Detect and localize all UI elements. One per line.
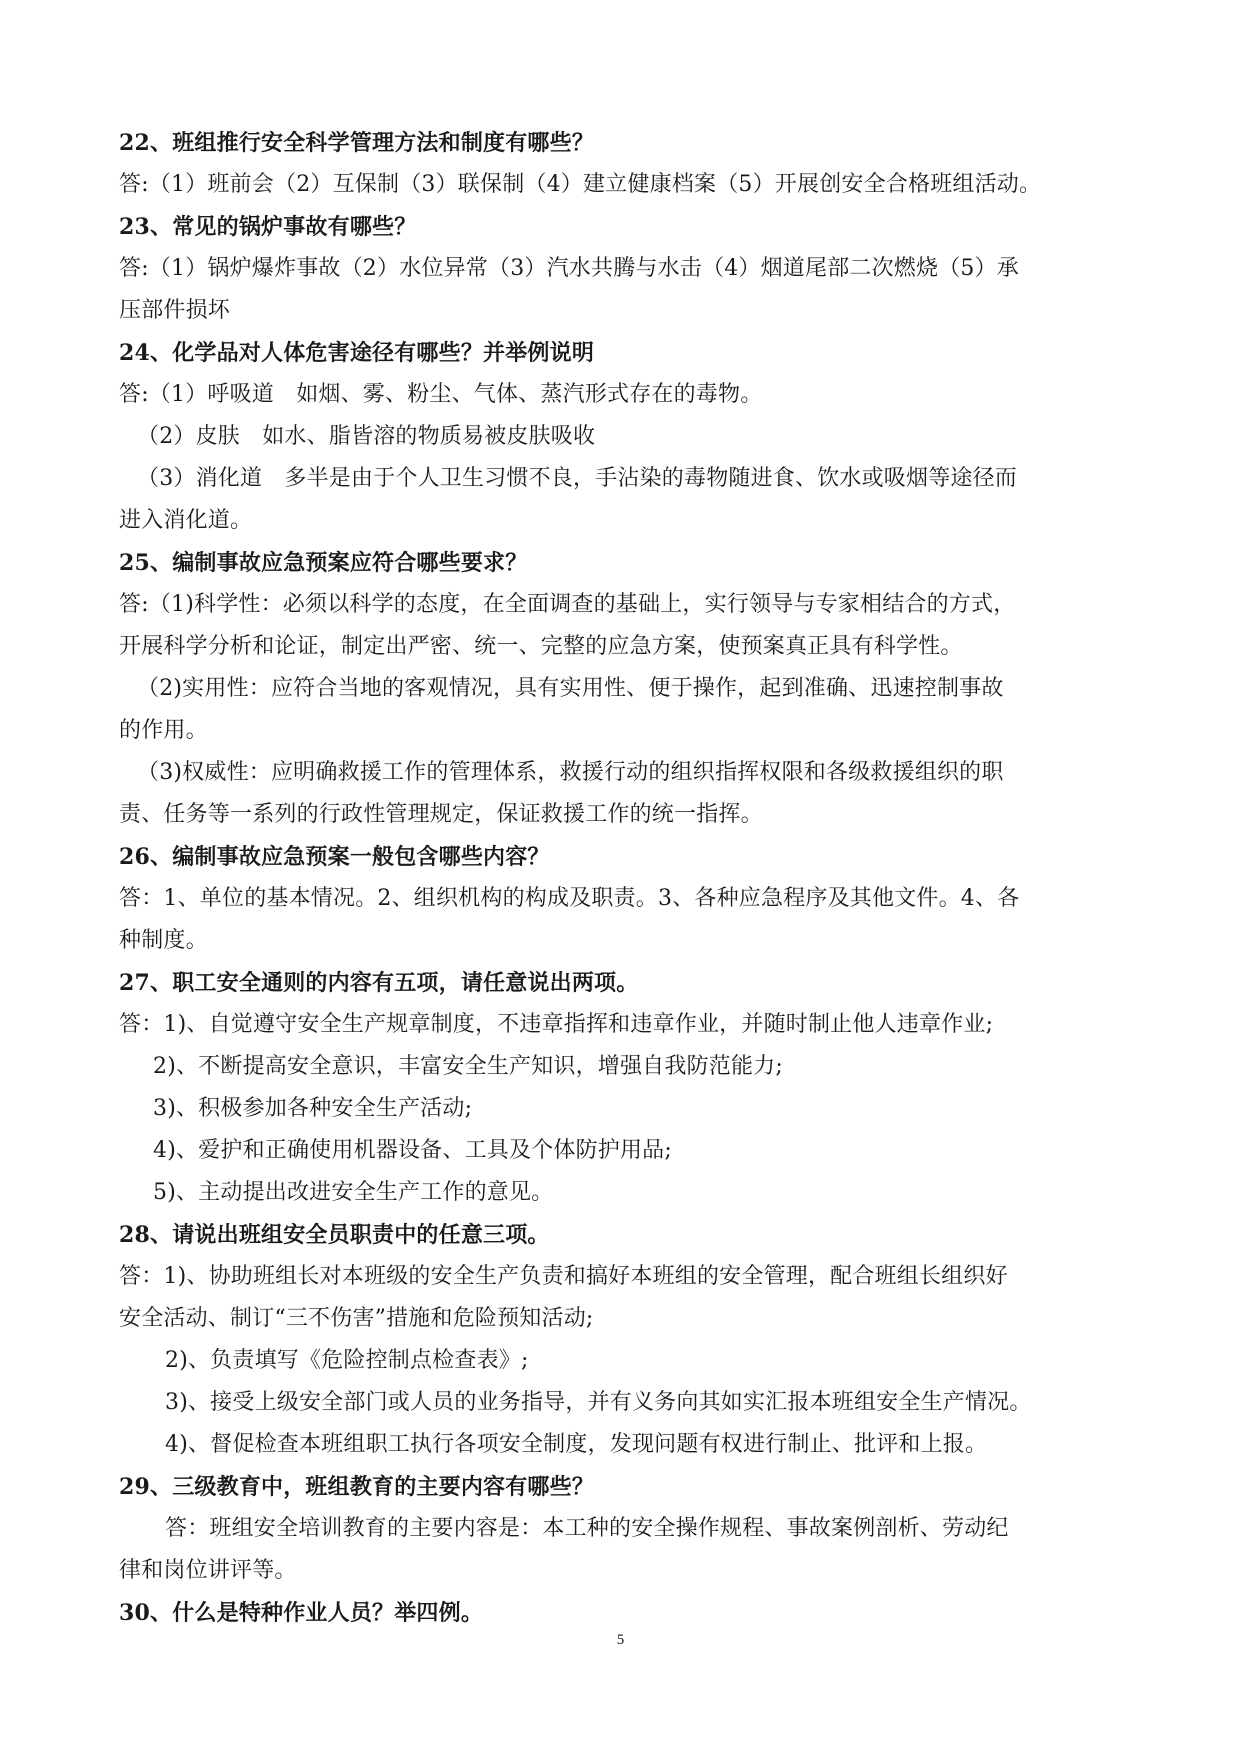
- answer-text: 2)、负责填写《危险控制点检查表》;: [165, 1348, 529, 1373]
- answer-text: 种制度。: [119, 928, 208, 953]
- question-heading: 22、班组推行安全科学管理方法和制度有哪些？: [119, 130, 595, 156]
- answer-text: 4)、督促检查本班组职工执行各项安全制度，发现问题有权进行制止、批评和上报。: [165, 1432, 988, 1457]
- question-heading: 30、什么是特种作业人员？举四例。: [119, 1600, 484, 1626]
- answer-text: （2)实用性：应符合当地的客观情况，具有实用性、便于操作，起到准确、迅速控制事故: [137, 676, 1004, 701]
- answer-text: 进入消化道。: [119, 508, 253, 533]
- answer-text: 答:（1）锅炉爆炸事故（2）水位异常（3）汽水共腾与水击（4）烟道尾部二次燃烧（5）承: [119, 256, 1020, 281]
- answer-text: 2)、不断提高安全意识，丰富安全生产知识，增强自我防范能力;: [153, 1054, 783, 1079]
- question-heading: 28、请说出班组安全员职责中的任意三项。: [119, 1222, 550, 1248]
- answer-text: 3)、接受上级安全部门或人员的业务指导，并有义务向其如实汇报本班组安全生产情况。: [165, 1390, 1032, 1415]
- answer-text: （2）皮肤 如水、脂皆溶的物质易被皮肤吸收: [137, 424, 596, 449]
- answer-text: 答：1、单位的基本情况。2、组织机构的构成及职责。3、各种应急程序及其他文件。4、各: [119, 886, 1020, 911]
- answer-text: 3)、积极参加各种安全生产活动;: [153, 1096, 473, 1121]
- question-heading: 25、编制事故应急预案应符合哪些要求？: [119, 550, 528, 576]
- answer-text: （3）消化道 多半是由于个人卫生习惯不良，手沾染的毒物随进食、饮水或吸烟等途径而: [137, 466, 1017, 491]
- answer-text: 答：1)、协助班组长对本班级的安全生产负责和搞好本班组的安全管理，配合班组长组织好: [119, 1264, 1008, 1289]
- question-heading: 27、职工安全通则的内容有五项，请任意说出两项。: [119, 970, 639, 996]
- answer-text: 安全活动、制订“三不伤害”措施和危险预知活动;: [119, 1306, 594, 1331]
- answer-text: 律和岗位讲评等。: [119, 1558, 297, 1583]
- answer-text: 开展科学分析和论证，制定出严密、统一、完整的应急方案，使预案真正具有科学性。: [119, 634, 963, 659]
- question-heading: 29、三级教育中，班组教育的主要内容有哪些？: [119, 1474, 595, 1500]
- answer-text: 5)、主动提出改进安全生产工作的意见。: [153, 1180, 554, 1205]
- question-heading: 26、编制事故应急预案一般包含哪些内容？: [119, 844, 550, 870]
- page-number: 5: [616, 1632, 625, 1648]
- question-heading: 23、常见的锅炉事故有哪些？: [119, 214, 417, 240]
- answer-text: 答：1)、自觉遵守安全生产规章制度，不违章指挥和违章作业，并随时制止他人违章作业;: [119, 1012, 994, 1037]
- question-heading: 24、化学品对人体危害途径有哪些？并举例说明: [119, 340, 595, 366]
- answer-text: 压部件损坏: [119, 298, 231, 323]
- answer-text: 答:（1）班前会（2）互保制（3）联保制（4）建立健康档案（5）开展创安全合格班组活动。: [119, 172, 1042, 197]
- answer-text: （3)权威性：应明确救援工作的管理体系，救援行动的组织指挥权限和各级救援组织的职: [137, 760, 1004, 785]
- answer-text: 的作用。: [119, 718, 208, 743]
- answer-text: 答:（1）呼吸道 如烟、雾、粉尘、气体、蒸汽形式存在的毒物。: [119, 382, 763, 407]
- answer-text: 答：班组安全培训教育的主要内容是：本工种的安全操作规程、事故案例剖析、劳动纪: [165, 1516, 1009, 1541]
- answer-text: 4)、爱护和正确使用机器设备、工具及个体防护用品;: [153, 1138, 672, 1163]
- answer-text: 责、任务等一系列的行政性管理规定，保证救援工作的统一指挥。: [119, 802, 763, 827]
- document-body: [119, 122, 1131, 1634]
- answer-text: 答:（1)科学性：必须以科学的态度，在全面调查的基础上，实行领导与专家相结合的方式，: [119, 592, 1016, 617]
